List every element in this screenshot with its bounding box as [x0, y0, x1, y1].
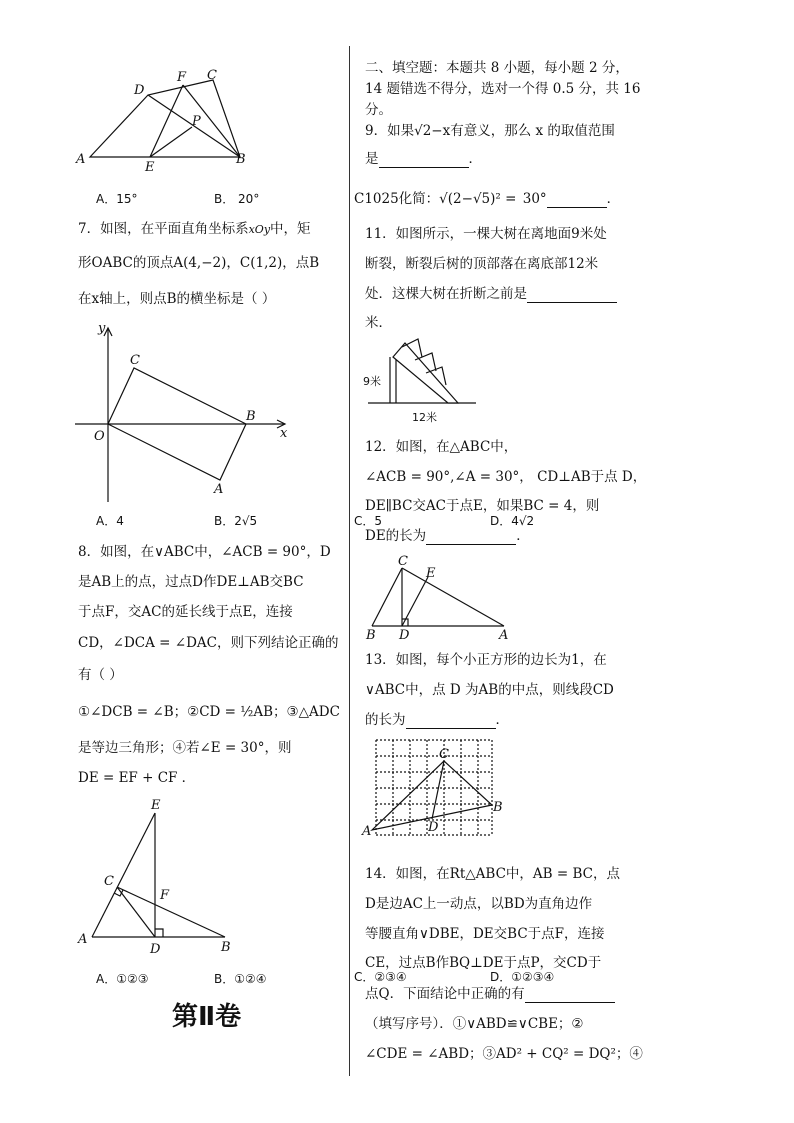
q7-label-y: y: [98, 321, 106, 336]
q8-line7: 是等边三角形；④若∠E = 30°，则: [78, 740, 292, 756]
q8-line6: ①∠DCB = ∠B；②CD = ½AB；③△ADC: [78, 704, 340, 720]
q13-line3-text: 的长为: [365, 712, 406, 728]
q12-label-d: D: [399, 628, 410, 643]
q13-line1: 13．如图，每个小正方形的边长为1，在: [365, 652, 607, 668]
q8-label-c: C: [104, 874, 114, 889]
fill-header-line3: 分。: [365, 102, 392, 118]
q7-figure: [70, 320, 300, 510]
q6-figure: [70, 65, 270, 175]
q6-label-b: B: [236, 152, 246, 167]
q14-line1: 14．如图，在Rt△ABC中，AB = BC，点: [365, 866, 620, 882]
q8-label-f: F: [160, 888, 170, 903]
q12-overlay-d: D．4√2: [490, 514, 535, 528]
q12-label-c: C: [398, 554, 408, 569]
q11-line2: 断裂，断裂后树的顶部落在离底部12米: [365, 256, 599, 272]
q6-label-e: E: [145, 160, 155, 175]
q6-label-d: D: [134, 83, 145, 98]
q12-line-bc: [372, 568, 402, 626]
q14-overlay-d: D．①②③④: [490, 970, 555, 984]
q14-line6: （填写序号）．①∨ABD≌∨CBE；②: [365, 1016, 584, 1032]
q7-label-c: C: [130, 353, 140, 368]
q12-line1: 12．如图，在△ABC中，: [365, 439, 518, 455]
q13-label-d: D: [428, 820, 439, 835]
q11-line1: 11．如图所示，一棵大树在离地面9米处: [365, 226, 607, 242]
q8-right-angle-d: [155, 929, 163, 937]
q8-line3: 于点F，交AC的延长线于点E，连接: [78, 604, 293, 620]
q8-label-e: E: [151, 798, 161, 813]
fill-header-line2: 14 题错选不得分，选对一个得 0.5 分，共 16: [365, 81, 641, 97]
q7-line1-end: 中，矩: [270, 221, 311, 237]
q10-text: C1025化简：√(2−√5)² =: [354, 191, 517, 207]
q6-option-a: A．15°: [96, 192, 138, 206]
q13-line2: ∨ABC中，点 D 为AB的中点，则线段CD: [365, 682, 614, 698]
q9-line2: [365, 150, 482, 168]
q6-line-ef: [150, 85, 183, 157]
q9-answer-blank[interactable]: [379, 153, 469, 168]
q10-ghost: 30°: [522, 191, 547, 207]
q8-line-ae: [92, 813, 155, 937]
q10-end: ．: [606, 191, 621, 207]
q8-option-a: A．①②③: [96, 972, 149, 986]
q13-end: ．: [495, 712, 509, 728]
q7-option-b: B．2√5: [214, 514, 258, 528]
q12-label-b: B: [366, 628, 376, 643]
q8-line8: DE = EF + CF ．: [78, 770, 196, 786]
q11-line4: 米．: [365, 315, 392, 331]
q12-figure: [362, 553, 522, 643]
q6-label-p: P: [192, 114, 201, 129]
q12-label-a: A: [499, 628, 509, 643]
q11-label-width: 12米: [412, 411, 437, 424]
q14-answer-blank[interactable]: [525, 988, 615, 1003]
fill-header-line1: 二、填空题：本题共 8 小题，每小题 2 分，: [365, 60, 629, 76]
q14-line5: [365, 985, 615, 1003]
q8-line4: CD，∠DCA = ∠DAC，则下列结论正确的: [78, 635, 339, 651]
q8-line1: 8．如图，在∨ABC中，∠ACB = 90°，D: [78, 544, 331, 560]
q13-line-cd: [432, 761, 444, 819]
section-title: 第Ⅱ卷: [172, 1002, 242, 1032]
q7-line3: 在x轴上，则点B的横坐标是（ ）: [78, 291, 276, 307]
q12-line2: ∠ACB = 90°,∠A = 30°， CD⊥AB于点 D，: [365, 469, 647, 485]
q11-fallen-top: [393, 343, 458, 403]
q14-line3: 等腰直角∨DBE，DE交BC于点F，连接: [365, 926, 605, 942]
q11-answer-blank[interactable]: [527, 288, 617, 303]
q14-line7: ∠CDE = ∠ABD；③AD² + CQ² = DQ²；④: [365, 1046, 643, 1062]
q8-line5: 有（ ）: [78, 667, 123, 683]
q7-line2: 形OABC的顶点A(4,−2)，C(1,2)，点B: [78, 255, 320, 271]
q12-line4: [365, 527, 530, 545]
q7-label-a: A: [214, 482, 224, 497]
q14-line5-text: 点Q．下面结论中正确的有: [365, 986, 525, 1002]
q8-line-cb: [117, 887, 225, 937]
q8-label-d: D: [150, 942, 161, 957]
q8-option-b: B．①②④: [214, 972, 267, 986]
q13-label-b: B: [493, 800, 503, 815]
q7-label-b: B: [246, 409, 256, 424]
q6-label-f: F: [177, 70, 187, 85]
q7-xoy: xOy: [248, 223, 271, 236]
q13-line3: [365, 711, 509, 729]
q7-line1-text: 7．如图，在平面直角坐标系: [78, 221, 249, 237]
q7-line1: [78, 220, 311, 239]
column-divider: [349, 46, 350, 1076]
q12-line4-text: DE的长为: [365, 528, 427, 544]
q13-answer-blank[interactable]: [406, 714, 496, 729]
q13-label-c: C: [439, 747, 449, 762]
q6-option-b: B． 20°: [214, 192, 260, 206]
q8-label-a: A: [78, 932, 88, 947]
q12-label-e: E: [426, 566, 436, 581]
q7-label-x: x: [280, 426, 288, 441]
q14-overlay-c: C．②③④: [354, 970, 407, 984]
q6-label-c: C: [207, 68, 217, 83]
q14-line4: CE，过点B作BQ⊥DE于点P，交CD于: [365, 955, 602, 971]
q13-label-a: A: [362, 824, 372, 839]
q8-figure: [70, 795, 270, 965]
q8-label-b: B: [221, 940, 231, 955]
q6-label-a: A: [76, 152, 86, 167]
q11-line3-text: 处．这棵大树在折断之前是: [365, 286, 527, 302]
q13-figure: [362, 735, 502, 845]
q10-line: [354, 190, 620, 208]
q10-answer-blank[interactable]: [547, 193, 607, 208]
q9-end: ．: [468, 151, 482, 167]
q9-line2-text: 是: [365, 151, 379, 167]
q12-end: ．: [516, 528, 530, 544]
q14-line2: D是边AC上一动点，以BD为直角边作: [365, 896, 593, 912]
q12-answer-blank[interactable]: [426, 530, 516, 545]
q12-overlay-c: C．5: [354, 514, 383, 528]
q9-line1: 9．如果√2−x有意义，那么 x 的取值范围: [365, 123, 615, 139]
q11-figure: [360, 335, 490, 425]
q11-line3: [365, 285, 617, 303]
q8-line2: 是AB上的点，过点D作DE⊥AB交BC: [78, 574, 304, 590]
q7-label-o: O: [94, 429, 105, 444]
q12-line3: DE∥BC交AC于点E，如果BC = 4，则: [365, 498, 600, 514]
q6-trapezoid: [90, 80, 240, 157]
q8-line-cd: [117, 887, 155, 937]
q11-label-height: 9米: [363, 375, 381, 388]
q7-option-a: A．4: [96, 514, 124, 528]
